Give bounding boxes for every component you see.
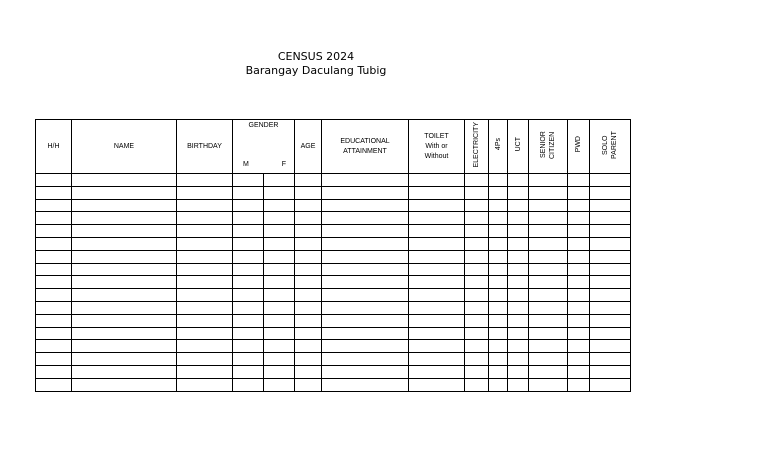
fourps-cell[interactable] — [489, 250, 508, 263]
electricity-cell[interactable] — [465, 289, 489, 302]
gender-m-label: M — [243, 161, 249, 168]
name-cell[interactable] — [72, 225, 177, 238]
birthday-cell[interactable] — [177, 225, 233, 238]
pwd-cell[interactable] — [568, 327, 590, 340]
column-header-name: NAME — [72, 120, 177, 174]
uct-cell[interactable] — [508, 174, 529, 187]
gender-f-cell[interactable] — [264, 276, 295, 289]
toilet-cell[interactable] — [409, 276, 465, 289]
gender-m-cell[interactable] — [233, 186, 264, 199]
name-cell[interactable] — [72, 276, 177, 289]
age-cell[interactable] — [295, 301, 322, 314]
column-header-uct — [508, 120, 529, 174]
fourps-cell[interactable] — [489, 289, 508, 302]
electricity-cell[interactable] — [465, 378, 489, 391]
solo-parent-cell[interactable] — [590, 212, 631, 225]
solo-parent-cell[interactable] — [590, 314, 631, 327]
gender-m-cell[interactable] — [233, 237, 264, 250]
gender-m-cell[interactable] — [233, 314, 264, 327]
hh-cell[interactable] — [36, 263, 72, 276]
solo-parent-cell[interactable] — [590, 301, 631, 314]
census-table — [35, 119, 631, 392]
senior-citizen-cell[interactable] — [529, 237, 568, 250]
electricity-cell[interactable] — [465, 365, 489, 378]
educational-attainment-cell[interactable] — [322, 276, 409, 289]
gender-m-cell[interactable] — [233, 250, 264, 263]
name-cell[interactable] — [72, 199, 177, 212]
electricity-cell[interactable] — [465, 327, 489, 340]
educational-attainment-cell[interactable] — [322, 314, 409, 327]
age-cell[interactable] — [295, 225, 322, 238]
hh-cell[interactable] — [36, 186, 72, 199]
fourps-cell[interactable] — [489, 340, 508, 353]
gender-m-cell[interactable] — [233, 378, 264, 391]
solo-parent-cell[interactable] — [590, 186, 631, 199]
uct-cell[interactable] — [508, 212, 529, 225]
educational-attainment-cell[interactable] — [322, 263, 409, 276]
birthday-cell[interactable] — [177, 276, 233, 289]
name-cell[interactable] — [72, 289, 177, 302]
electricity-cell[interactable] — [465, 353, 489, 366]
fourps-cell[interactable] — [489, 378, 508, 391]
age-cell[interactable] — [295, 340, 322, 353]
pwd-cell[interactable] — [568, 237, 590, 250]
gender-m-cell[interactable] — [233, 199, 264, 212]
gender-f-cell[interactable] — [264, 199, 295, 212]
table-row — [36, 237, 631, 250]
birthday-cell[interactable] — [177, 314, 233, 327]
electricity-cell[interactable] — [465, 212, 489, 225]
birthday-cell[interactable] — [177, 237, 233, 250]
birthday-cell[interactable] — [177, 353, 233, 366]
uct-label: UCT — [514, 137, 522, 152]
senior-citizen-label: SENIOR CITIZEN — [540, 130, 556, 159]
hh-cell[interactable] — [36, 289, 72, 302]
electricity-cell[interactable] — [465, 199, 489, 212]
table-row — [36, 225, 631, 238]
toilet-cell[interactable] — [409, 301, 465, 314]
name-cell[interactable] — [72, 212, 177, 225]
senior-citizen-cell[interactable] — [529, 289, 568, 302]
pwd-cell[interactable] — [568, 199, 590, 212]
gender-f-cell[interactable] — [264, 340, 295, 353]
toilet-label: TOILET With or Without — [424, 132, 449, 160]
toilet-cell[interactable] — [409, 263, 465, 276]
electricity-cell[interactable] — [465, 225, 489, 238]
educational-attainment-cell[interactable] — [322, 340, 409, 353]
column-header-hh: H/H — [36, 120, 72, 174]
gender-m-cell[interactable] — [233, 263, 264, 276]
uct-cell[interactable] — [508, 225, 529, 238]
pwd-cell[interactable] — [568, 263, 590, 276]
uct-cell[interactable] — [508, 340, 529, 353]
column-header-toilet — [409, 120, 465, 174]
fourps-cell[interactable] — [489, 186, 508, 199]
gender-f-cell[interactable] — [264, 174, 295, 187]
pwd-cell[interactable] — [568, 340, 590, 353]
solo-parent-cell[interactable] — [590, 365, 631, 378]
name-cell[interactable] — [72, 174, 177, 187]
name-cell[interactable] — [72, 340, 177, 353]
table-row — [36, 365, 631, 378]
toilet-cell[interactable] — [409, 250, 465, 263]
educational-attainment-cell[interactable] — [322, 225, 409, 238]
hh-cell[interactable] — [36, 276, 72, 289]
birthday-cell[interactable] — [177, 378, 233, 391]
solo-parent-cell[interactable] — [590, 378, 631, 391]
educational-attainment-cell[interactable] — [322, 199, 409, 212]
solo-parent-cell[interactable] — [590, 263, 631, 276]
column-header-electricity — [465, 120, 489, 174]
gender-m-cell[interactable] — [233, 289, 264, 302]
gender-m-cell[interactable] — [233, 327, 264, 340]
senior-citizen-cell[interactable] — [529, 186, 568, 199]
gender-f-cell[interactable] — [264, 301, 295, 314]
educational-attainment-label: EDUCATIONAL ATTAINMENT — [340, 137, 390, 155]
gender-f-cell[interactable] — [264, 378, 295, 391]
gender-f-cell[interactable] — [264, 225, 295, 238]
uct-cell[interactable] — [508, 301, 529, 314]
column-header-pwd — [568, 120, 590, 174]
educational-attainment-cell[interactable] — [322, 365, 409, 378]
electricity-cell[interactable] — [465, 263, 489, 276]
educational-attainment-cell[interactable] — [322, 378, 409, 391]
column-header-solo-parent — [590, 120, 631, 174]
age-cell[interactable] — [295, 276, 322, 289]
electricity-cell[interactable] — [465, 186, 489, 199]
solo-parent-cell[interactable] — [590, 174, 631, 187]
gender-m-cell[interactable] — [233, 225, 264, 238]
column-header-senior-citizen — [529, 120, 568, 174]
pwd-cell[interactable] — [568, 276, 590, 289]
birthday-cell[interactable] — [177, 289, 233, 302]
uct-cell[interactable] — [508, 365, 529, 378]
fourps-cell[interactable] — [489, 237, 508, 250]
pwd-cell[interactable] — [568, 365, 590, 378]
toilet-cell[interactable] — [409, 174, 465, 187]
educational-attainment-cell[interactable] — [322, 301, 409, 314]
toilet-cell[interactable] — [409, 378, 465, 391]
senior-citizen-cell[interactable] — [529, 378, 568, 391]
hh-cell[interactable] — [36, 225, 72, 238]
census-table-body — [36, 174, 631, 392]
hh-cell[interactable] — [36, 237, 72, 250]
solo-parent-cell[interactable] — [590, 199, 631, 212]
hh-cell[interactable] — [36, 365, 72, 378]
name-cell[interactable] — [72, 365, 177, 378]
gender-f-cell[interactable] — [264, 314, 295, 327]
table-row — [36, 250, 631, 263]
fourps-cell[interactable] — [489, 263, 508, 276]
name-cell[interactable] — [72, 301, 177, 314]
solo-parent-cell[interactable] — [590, 237, 631, 250]
senior-citizen-cell[interactable] — [529, 301, 568, 314]
gender-m-cell[interactable] — [233, 301, 264, 314]
hh-cell[interactable] — [36, 301, 72, 314]
electricity-cell[interactable] — [465, 301, 489, 314]
fourps-cell[interactable] — [489, 276, 508, 289]
gender-m-cell[interactable] — [233, 340, 264, 353]
age-cell[interactable] — [295, 327, 322, 340]
column-header-gender — [233, 120, 295, 174]
educational-attainment-cell[interactable] — [322, 186, 409, 199]
name-cell[interactable] — [72, 186, 177, 199]
age-cell[interactable] — [295, 237, 322, 250]
educational-attainment-cell[interactable] — [322, 250, 409, 263]
gender-f-label: F — [281, 161, 286, 168]
uct-cell[interactable] — [508, 276, 529, 289]
senior-citizen-cell[interactable] — [529, 365, 568, 378]
age-cell[interactable] — [295, 353, 322, 366]
hh-cell[interactable] — [36, 353, 72, 366]
senior-citizen-cell[interactable] — [529, 353, 568, 366]
uct-cell[interactable] — [508, 199, 529, 212]
solo-parent-cell[interactable] — [590, 250, 631, 263]
gender-f-cell[interactable] — [264, 186, 295, 199]
age-cell[interactable] — [295, 212, 322, 225]
gender-f-cell[interactable] — [264, 365, 295, 378]
electricity-label: ELECTRICITY — [473, 121, 480, 168]
table-row — [36, 186, 631, 199]
name-cell[interactable] — [72, 314, 177, 327]
senior-citizen-cell[interactable] — [529, 263, 568, 276]
column-header-educational-attainment — [322, 120, 409, 174]
table-row — [36, 174, 631, 187]
educational-attainment-cell[interactable] — [322, 289, 409, 302]
gender-f-cell[interactable] — [264, 212, 295, 225]
senior-citizen-cell[interactable] — [529, 327, 568, 340]
table-row — [36, 353, 631, 366]
fourps-cell[interactable] — [489, 174, 508, 187]
age-cell[interactable] — [295, 250, 322, 263]
educational-attainment-cell[interactable] — [322, 174, 409, 187]
form-title: CENSUS 2024 — [277, 50, 355, 63]
uct-cell[interactable] — [508, 378, 529, 391]
table-row — [36, 199, 631, 212]
name-cell[interactable] — [72, 250, 177, 263]
pwd-cell[interactable] — [568, 250, 590, 263]
birthday-cell[interactable] — [177, 212, 233, 225]
name-cell[interactable] — [72, 378, 177, 391]
age-cell[interactable] — [295, 289, 322, 302]
electricity-cell[interactable] — [465, 250, 489, 263]
table-row — [36, 340, 631, 353]
age-cell[interactable] — [295, 186, 322, 199]
birthday-cell[interactable] — [177, 186, 233, 199]
toilet-cell[interactable] — [409, 225, 465, 238]
pwd-cell[interactable] — [568, 225, 590, 238]
birthday-cell[interactable] — [177, 301, 233, 314]
birthday-cell[interactable] — [177, 340, 233, 353]
table-row — [36, 212, 631, 225]
senior-citizen-cell[interactable] — [529, 340, 568, 353]
pwd-cell[interactable] — [568, 289, 590, 302]
senior-citizen-cell[interactable] — [529, 250, 568, 263]
age-cell[interactable] — [295, 314, 322, 327]
toilet-cell[interactable] — [409, 365, 465, 378]
electricity-cell[interactable] — [465, 276, 489, 289]
gender-f-cell[interactable] — [264, 327, 295, 340]
header-row — [36, 120, 631, 174]
gender-label: GENDER — [248, 122, 279, 129]
table-row — [36, 327, 631, 340]
gender-m-cell[interactable] — [233, 276, 264, 289]
educational-attainment-cell[interactable] — [322, 237, 409, 250]
birthday-cell[interactable] — [177, 327, 233, 340]
electricity-cell[interactable] — [465, 340, 489, 353]
uct-cell[interactable] — [508, 289, 529, 302]
uct-cell[interactable] — [508, 353, 529, 366]
hh-cell[interactable] — [36, 174, 72, 187]
table-row — [36, 378, 631, 391]
electricity-cell[interactable] — [465, 174, 489, 187]
gender-f-cell[interactable] — [264, 263, 295, 276]
table-row — [36, 289, 631, 302]
toilet-cell[interactable] — [409, 353, 465, 366]
gender-f-cell[interactable] — [264, 237, 295, 250]
senior-citizen-cell[interactable] — [529, 276, 568, 289]
name-cell[interactable] — [72, 327, 177, 340]
age-cell[interactable] — [295, 365, 322, 378]
fourps-label: 4Ps — [494, 138, 502, 151]
gender-f-cell[interactable] — [264, 353, 295, 366]
gender-m-cell[interactable] — [233, 174, 264, 187]
birthday-cell[interactable] — [177, 365, 233, 378]
birthday-cell[interactable] — [177, 250, 233, 263]
fourps-cell[interactable] — [489, 225, 508, 238]
table-row — [36, 276, 631, 289]
solo-parent-cell[interactable] — [590, 225, 631, 238]
hh-cell[interactable] — [36, 199, 72, 212]
fourps-cell[interactable] — [489, 301, 508, 314]
senior-citizen-cell[interactable] — [529, 225, 568, 238]
birthday-cell[interactable] — [177, 199, 233, 212]
uct-cell[interactable] — [508, 237, 529, 250]
toilet-cell[interactable] — [409, 237, 465, 250]
name-cell[interactable] — [72, 263, 177, 276]
birthday-cell[interactable] — [177, 263, 233, 276]
electricity-cell[interactable] — [465, 237, 489, 250]
fourps-cell[interactable] — [489, 327, 508, 340]
educational-attainment-cell[interactable] — [322, 212, 409, 225]
pwd-cell[interactable] — [568, 186, 590, 199]
hh-cell[interactable] — [36, 314, 72, 327]
hh-cell[interactable] — [36, 250, 72, 263]
column-header-age: AGE — [295, 120, 322, 174]
pwd-cell[interactable] — [568, 301, 590, 314]
age-cell[interactable] — [295, 263, 322, 276]
hh-cell[interactable] — [36, 340, 72, 353]
uct-cell[interactable] — [508, 327, 529, 340]
solo-parent-cell[interactable] — [590, 327, 631, 340]
toilet-cell[interactable] — [409, 212, 465, 225]
senior-citizen-cell[interactable] — [529, 314, 568, 327]
column-header-4ps — [489, 120, 508, 174]
toilet-cell[interactable] — [409, 186, 465, 199]
gender-m-cell[interactable] — [233, 212, 264, 225]
uct-cell[interactable] — [508, 263, 529, 276]
hh-cell[interactable] — [36, 327, 72, 340]
pwd-cell[interactable] — [568, 212, 590, 225]
pwd-cell[interactable] — [568, 314, 590, 327]
form-header — [0, 50, 632, 78]
fourps-cell[interactable] — [489, 199, 508, 212]
hh-cell[interactable] — [36, 212, 72, 225]
column-header-birthday: BIRTHDAY — [177, 120, 233, 174]
gender-f-cell[interactable] — [264, 250, 295, 263]
gender-m-cell[interactable] — [233, 365, 264, 378]
age-cell[interactable] — [295, 199, 322, 212]
gender-f-cell[interactable] — [264, 289, 295, 302]
solo-parent-cell[interactable] — [590, 353, 631, 366]
toilet-cell[interactable] — [409, 327, 465, 340]
age-cell[interactable] — [295, 378, 322, 391]
solo-parent-cell[interactable] — [590, 276, 631, 289]
birthday-cell[interactable] — [177, 174, 233, 187]
senior-citizen-cell[interactable] — [529, 212, 568, 225]
educational-attainment-cell[interactable] — [322, 327, 409, 340]
electricity-cell[interactable] — [465, 314, 489, 327]
table-row — [36, 263, 631, 276]
pwd-cell[interactable] — [568, 378, 590, 391]
senior-citizen-cell[interactable] — [529, 199, 568, 212]
table-row — [36, 314, 631, 327]
toilet-cell[interactable] — [409, 289, 465, 302]
age-cell[interactable] — [295, 174, 322, 187]
toilet-cell[interactable] — [409, 199, 465, 212]
senior-citizen-cell[interactable] — [529, 174, 568, 187]
name-cell[interactable] — [72, 237, 177, 250]
solo-parent-cell[interactable] — [590, 340, 631, 353]
fourps-cell[interactable] — [489, 365, 508, 378]
form-subtitle: Barangay Daculang Tubig — [245, 64, 387, 77]
solo-parent-label: SOLO PARENT — [602, 130, 618, 159]
fourps-cell[interactable] — [489, 353, 508, 366]
uct-cell[interactable] — [508, 314, 529, 327]
pwd-cell[interactable] — [568, 353, 590, 366]
table-row — [36, 301, 631, 314]
educational-attainment-cell[interactable] — [322, 353, 409, 366]
hh-cell[interactable] — [36, 378, 72, 391]
fourps-cell[interactable] — [489, 212, 508, 225]
fourps-cell[interactable] — [489, 314, 508, 327]
pwd-cell[interactable] — [568, 174, 590, 187]
solo-parent-cell[interactable] — [590, 289, 631, 302]
gender-m-cell[interactable] — [233, 353, 264, 366]
uct-cell[interactable] — [508, 250, 529, 263]
uct-cell[interactable] — [508, 186, 529, 199]
toilet-cell[interactable] — [409, 314, 465, 327]
name-cell[interactable] — [72, 353, 177, 366]
toilet-cell[interactable] — [409, 340, 465, 353]
pwd-label: PWD — [575, 136, 582, 153]
